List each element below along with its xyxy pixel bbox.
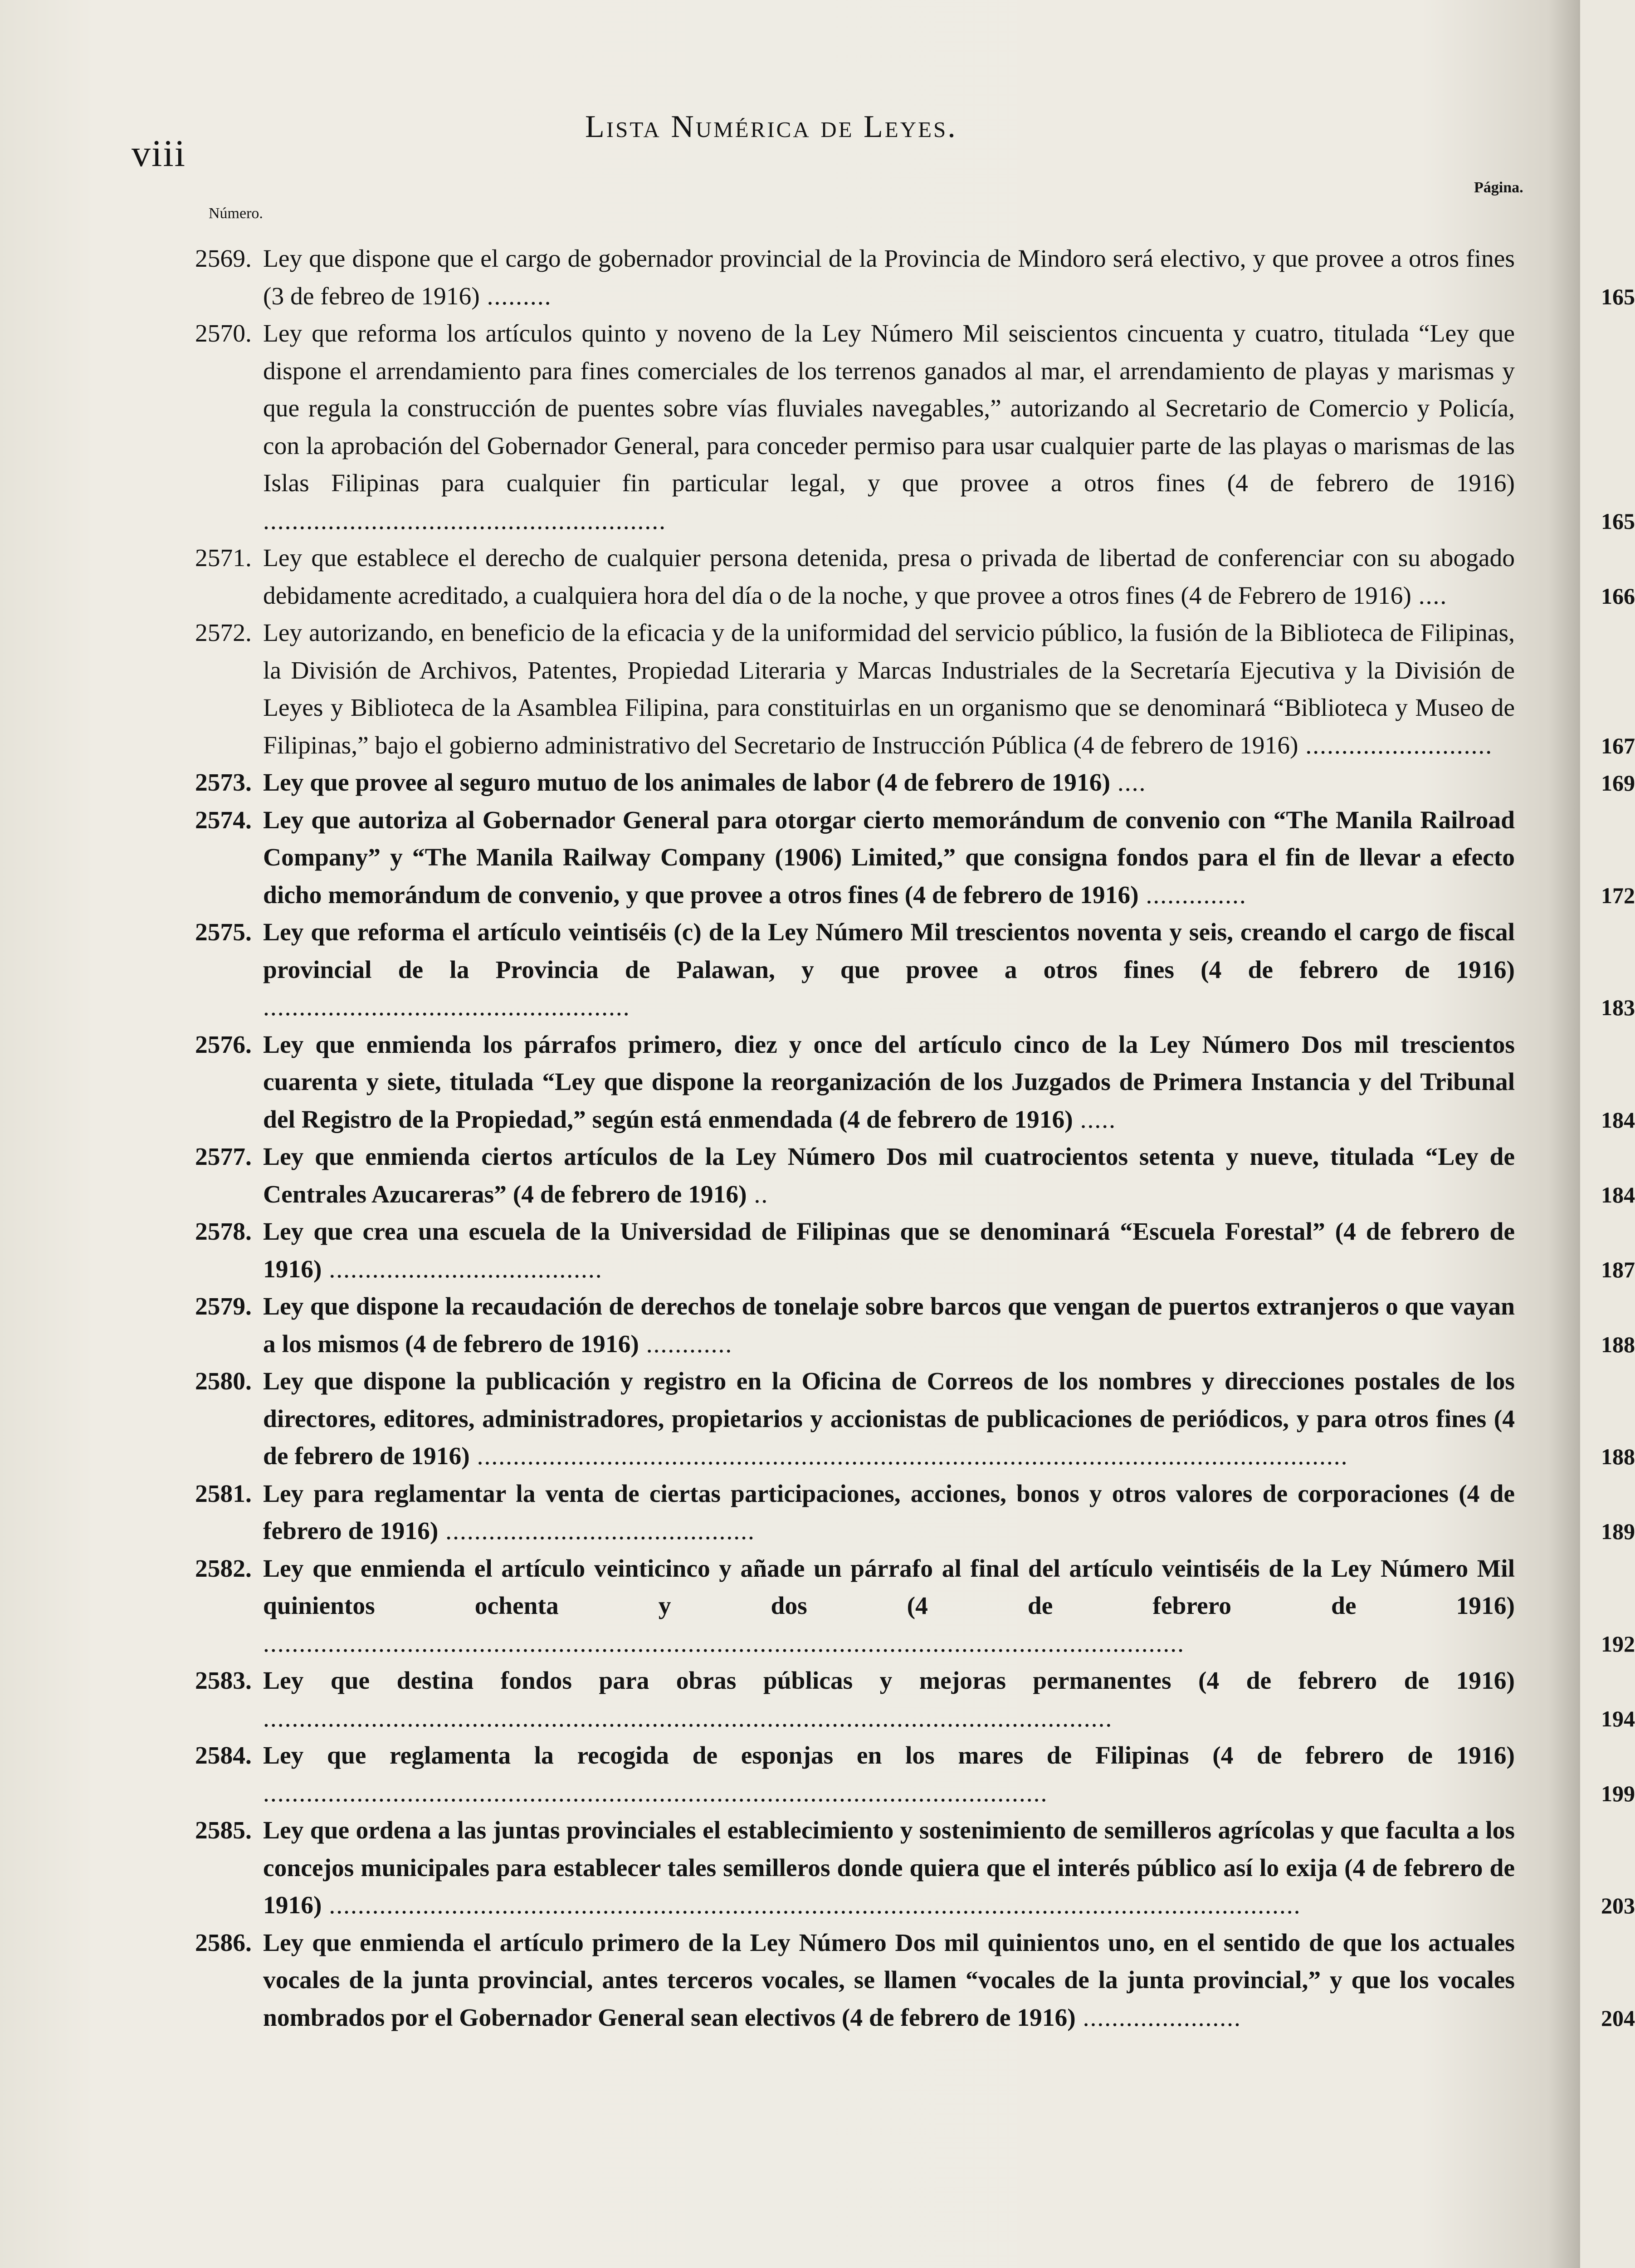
law-number: 2576. bbox=[195, 1031, 252, 1059]
page-reference: 166 bbox=[1601, 583, 1635, 609]
dot-leaders: .......................... bbox=[1298, 731, 1493, 759]
law-description: Ley que reforma el artículo veintiséis (c) de la Ley Número Mil trescientos noventa y seis, creando el cargo de fiscal provincial de la Provincia de Palawan, y que provee a otros fines (4 de febrero de 1916) bbox=[263, 919, 1515, 984]
law-number: 2572. bbox=[195, 619, 252, 647]
dot-leaders: ............ bbox=[639, 1330, 733, 1358]
law-description: Ley que dispone la publicación y registro en la Oficina de Correos de los nombres y direcciones postales de los directores, editores, administradores, propietarios y accionistas de publicaciones de periódicos, y para otros fines (4 de febrero de 1916) bbox=[263, 1368, 1515, 1470]
list-item bbox=[195, 1550, 1635, 1663]
law-description: Ley autorizando, en beneficio de la eficacia y de la uniformidad del servicio público, la fusión de la Biblioteca de Filipinas, la División de Archivos, Patentes, Propiedad Literaria y Marcas Industriales de la Secretaría Ejecutiva y la División de Leyes y Biblioteca de la Asamblea Filipina, para constituirlas en un organismo que se denominará “Biblioteca y Museo de Filipinas,” bajo el gobierno administrativo del Secretario de Instrucción Pública (4 de febrero de 1916) bbox=[263, 619, 1515, 759]
page-reference: 188 bbox=[1601, 1444, 1635, 1469]
law-description: Ley que enmienda los párrafos primero, diez y once del artículo cinco de la Ley Número Dos mil trescientos cuarenta y siete, titulada “Ley que dispone la reorganización de los Juzgados de Primera Instancia y del Tribunal del Registro de la Propiedad,” según está enmendada (4 de febrero de 1916) bbox=[263, 1031, 1515, 1134]
list-item bbox=[195, 615, 1635, 764]
law-number: 2574. bbox=[195, 806, 252, 834]
law-description: Ley que enmienda el artículo primero de la Ley Número Dos mil quinientos uno, en el sentido de que los actuales vocales de la junta provincial, antes terceros vocales, se llamen “vocales de la junta provincial,” y que los vocales nombrados por el Gobernador General sean electivos (4 de febrero de 1916) bbox=[263, 1929, 1515, 2032]
dot-leaders: .. bbox=[747, 1180, 769, 1208]
list-item bbox=[195, 1925, 1635, 2037]
dot-leaders: .... bbox=[1411, 582, 1448, 610]
list-item bbox=[195, 1363, 1635, 1476]
list-item bbox=[195, 1737, 1635, 1812]
page-reference: 203 bbox=[1601, 1893, 1635, 1918]
law-number: 2571. bbox=[195, 544, 252, 572]
law-number: 2573. bbox=[195, 769, 252, 797]
law-description: Ley que dispone que el cargo de gobernador provincial de la Provincia de Mindoro será electivo, y que provee a otros fines (3 de febreo de 1916) bbox=[263, 245, 1515, 310]
dot-leaders: ........................................................ bbox=[263, 507, 666, 535]
column-label-number: Número. bbox=[209, 205, 263, 222]
law-number: 2583. bbox=[195, 1667, 252, 1695]
law-number: 2577. bbox=[195, 1143, 252, 1171]
running-title: Lista Numérica de Leyes. bbox=[585, 109, 957, 144]
page-reference: 194 bbox=[1601, 1706, 1635, 1731]
dot-leaders: ......... bbox=[479, 282, 552, 310]
law-description: Ley para reglamentar la venta de ciertas participaciones, acciones, bonos y otros valores de corporaciones (4 de febrero de 1916) bbox=[263, 1480, 1515, 1545]
page-reference: 167 bbox=[1601, 733, 1635, 758]
page-reference: 183 bbox=[1601, 995, 1635, 1020]
dot-leaders: ................................................................................................................................ bbox=[263, 1629, 1185, 1657]
law-description: Ley que establece el derecho de cualquier persona detenida, presa o privada de libertad de conferenciar con su abogado debidamente acreditado, a cualquiera hora del día o de la noche, y que provee a otros fines (4 de Febrero de 1916) bbox=[263, 544, 1515, 610]
law-description: Ley que enmienda el artículo veinticinco y añade un párrafo al final del artículo veintiséis de la Ley Número Mil quinientos ochenta y dos (4 de febrero de 1916) bbox=[263, 1554, 1515, 1620]
page-reference: 165 bbox=[1601, 284, 1635, 309]
law-number: 2579. bbox=[195, 1293, 252, 1320]
list-item bbox=[195, 1476, 1635, 1550]
dot-leaders: ........................................... bbox=[438, 1517, 755, 1545]
law-number: 2570. bbox=[195, 320, 252, 347]
list-item bbox=[195, 764, 1635, 802]
law-description: Ley que crea una escuela de la Universidad de Filipinas que se denominará “Escuela Forestal” (4 de febrero de 1916) bbox=[263, 1218, 1515, 1283]
page-reference: 204 bbox=[1601, 2005, 1635, 2031]
law-list bbox=[195, 240, 1635, 2037]
law-number: 2580. bbox=[195, 1368, 252, 1395]
list-item bbox=[195, 914, 1635, 1026]
page-reference: 165 bbox=[1601, 508, 1635, 534]
list-item bbox=[195, 1662, 1635, 1737]
dot-leaders: ..... bbox=[1073, 1105, 1116, 1134]
list-item bbox=[195, 240, 1635, 315]
page-reference: 184 bbox=[1601, 1107, 1635, 1133]
law-number: 2582. bbox=[195, 1554, 252, 1583]
list-item bbox=[195, 315, 1635, 540]
list-item bbox=[195, 802, 1635, 914]
dot-leaders: ......................................................................................................................... bbox=[469, 1442, 1348, 1470]
dot-leaders: ...................................................................................................................... bbox=[263, 1704, 1113, 1732]
law-number: 2585. bbox=[195, 1817, 252, 1844]
list-item bbox=[195, 1812, 1635, 1925]
law-description: Ley que dispone la recaudación de derechos de tonelaje sobre barcos que vengan de puertos extranjeros o que vayan a los mismos (4 de febrero de 1916) bbox=[263, 1293, 1515, 1358]
page-reference: 188 bbox=[1601, 1331, 1635, 1357]
list-item bbox=[195, 540, 1635, 615]
law-description: Ley que reforma los artículos quinto y noveno de la Ley Número Mil seiscientos cincuenta y cuatro, titulada “Ley que dispone el arrendamiento para fines comerciales de los terrenos ganados al mar, el arrendamiento de playas y marismas y que regula la construcción de puentes sobre vías fluviales navegables,” autorizando al Secretario de Comercio y Policía, con la aprobación del Gobernador General, para conceder permiso para usar cualquier parte de las playas o marismas de las Islas Filipinas para cualquier fin particular legal, y que provee a otros fines (4 de febrero de 1916) bbox=[263, 320, 1515, 497]
list-item bbox=[195, 1139, 1635, 1213]
dot-leaders: ....................................................................................................................................... bbox=[322, 1892, 1301, 1919]
dot-leaders: .... bbox=[1110, 769, 1147, 797]
law-description: Ley que enmienda ciertos artículos de la Ley Número Dos mil cuatrocientos setenta y nueve, titulada “Ley de Centrales Azucareras” (4 de febrero de 1916) bbox=[263, 1143, 1515, 1208]
law-number: 2578. bbox=[195, 1218, 252, 1246]
law-description: Ley que ordena a las juntas provinciales el establecimiento y sostenimiento de semilleros agrícolas y que faculta a los concejos municipales para establecer tales semilleros donde quiera que el interés público así lo exija (4 de febrero de 1916) bbox=[263, 1817, 1515, 1919]
law-description: Ley que reglamenta la recogida de esponjas en los mares de Filipinas (4 de febrero de 1916) bbox=[263, 1742, 1515, 1769]
law-number: 2586. bbox=[195, 1929, 252, 1957]
law-description: Ley que autoriza al Gobernador General para otorgar cierto memorándum de convenio con “The Manila Railroad Company” y “The Manila Railway Company (1906) Limited,” que consigna fondos para el fin de llevar a efecto dicho memorándum de convenio, y que provee a otros fines (4 de febrero de 1916) bbox=[263, 806, 1515, 909]
page-reference: 172 bbox=[1601, 882, 1635, 908]
page-reference: 187 bbox=[1601, 1256, 1635, 1282]
list-item bbox=[195, 1288, 1635, 1363]
law-number: 2575. bbox=[195, 919, 252, 946]
page-number: viii bbox=[132, 132, 186, 175]
law-description: Ley que destina fondos para obras públicas y mejoras permanentes (4 de febrero de 1916) bbox=[263, 1667, 1515, 1695]
page-reference: 169 bbox=[1601, 770, 1635, 796]
dot-leaders: ................................................... bbox=[263, 993, 630, 1021]
law-number: 2569. bbox=[195, 245, 252, 273]
law-number: 2581. bbox=[195, 1480, 252, 1508]
dot-leaders: ...................................... bbox=[322, 1255, 603, 1283]
page-reference: 184 bbox=[1601, 1182, 1635, 1207]
dot-leaders: ...................... bbox=[1075, 2004, 1241, 2032]
page-reference: 192 bbox=[1601, 1631, 1635, 1657]
list-item bbox=[195, 1213, 1635, 1288]
dot-leaders: ............................................................................................................. bbox=[263, 1779, 1048, 1807]
dot-leaders: .............. bbox=[1138, 881, 1247, 909]
page-reference: 189 bbox=[1601, 1519, 1635, 1544]
column-label-page: Página. bbox=[1474, 179, 1523, 196]
page-reference: 199 bbox=[1601, 1780, 1635, 1806]
law-description: Ley que provee al seguro mutuo de los animales de labor (4 de febrero de 1916) bbox=[263, 769, 1110, 797]
law-number: 2584. bbox=[195, 1742, 252, 1769]
list-item bbox=[195, 1026, 1635, 1139]
